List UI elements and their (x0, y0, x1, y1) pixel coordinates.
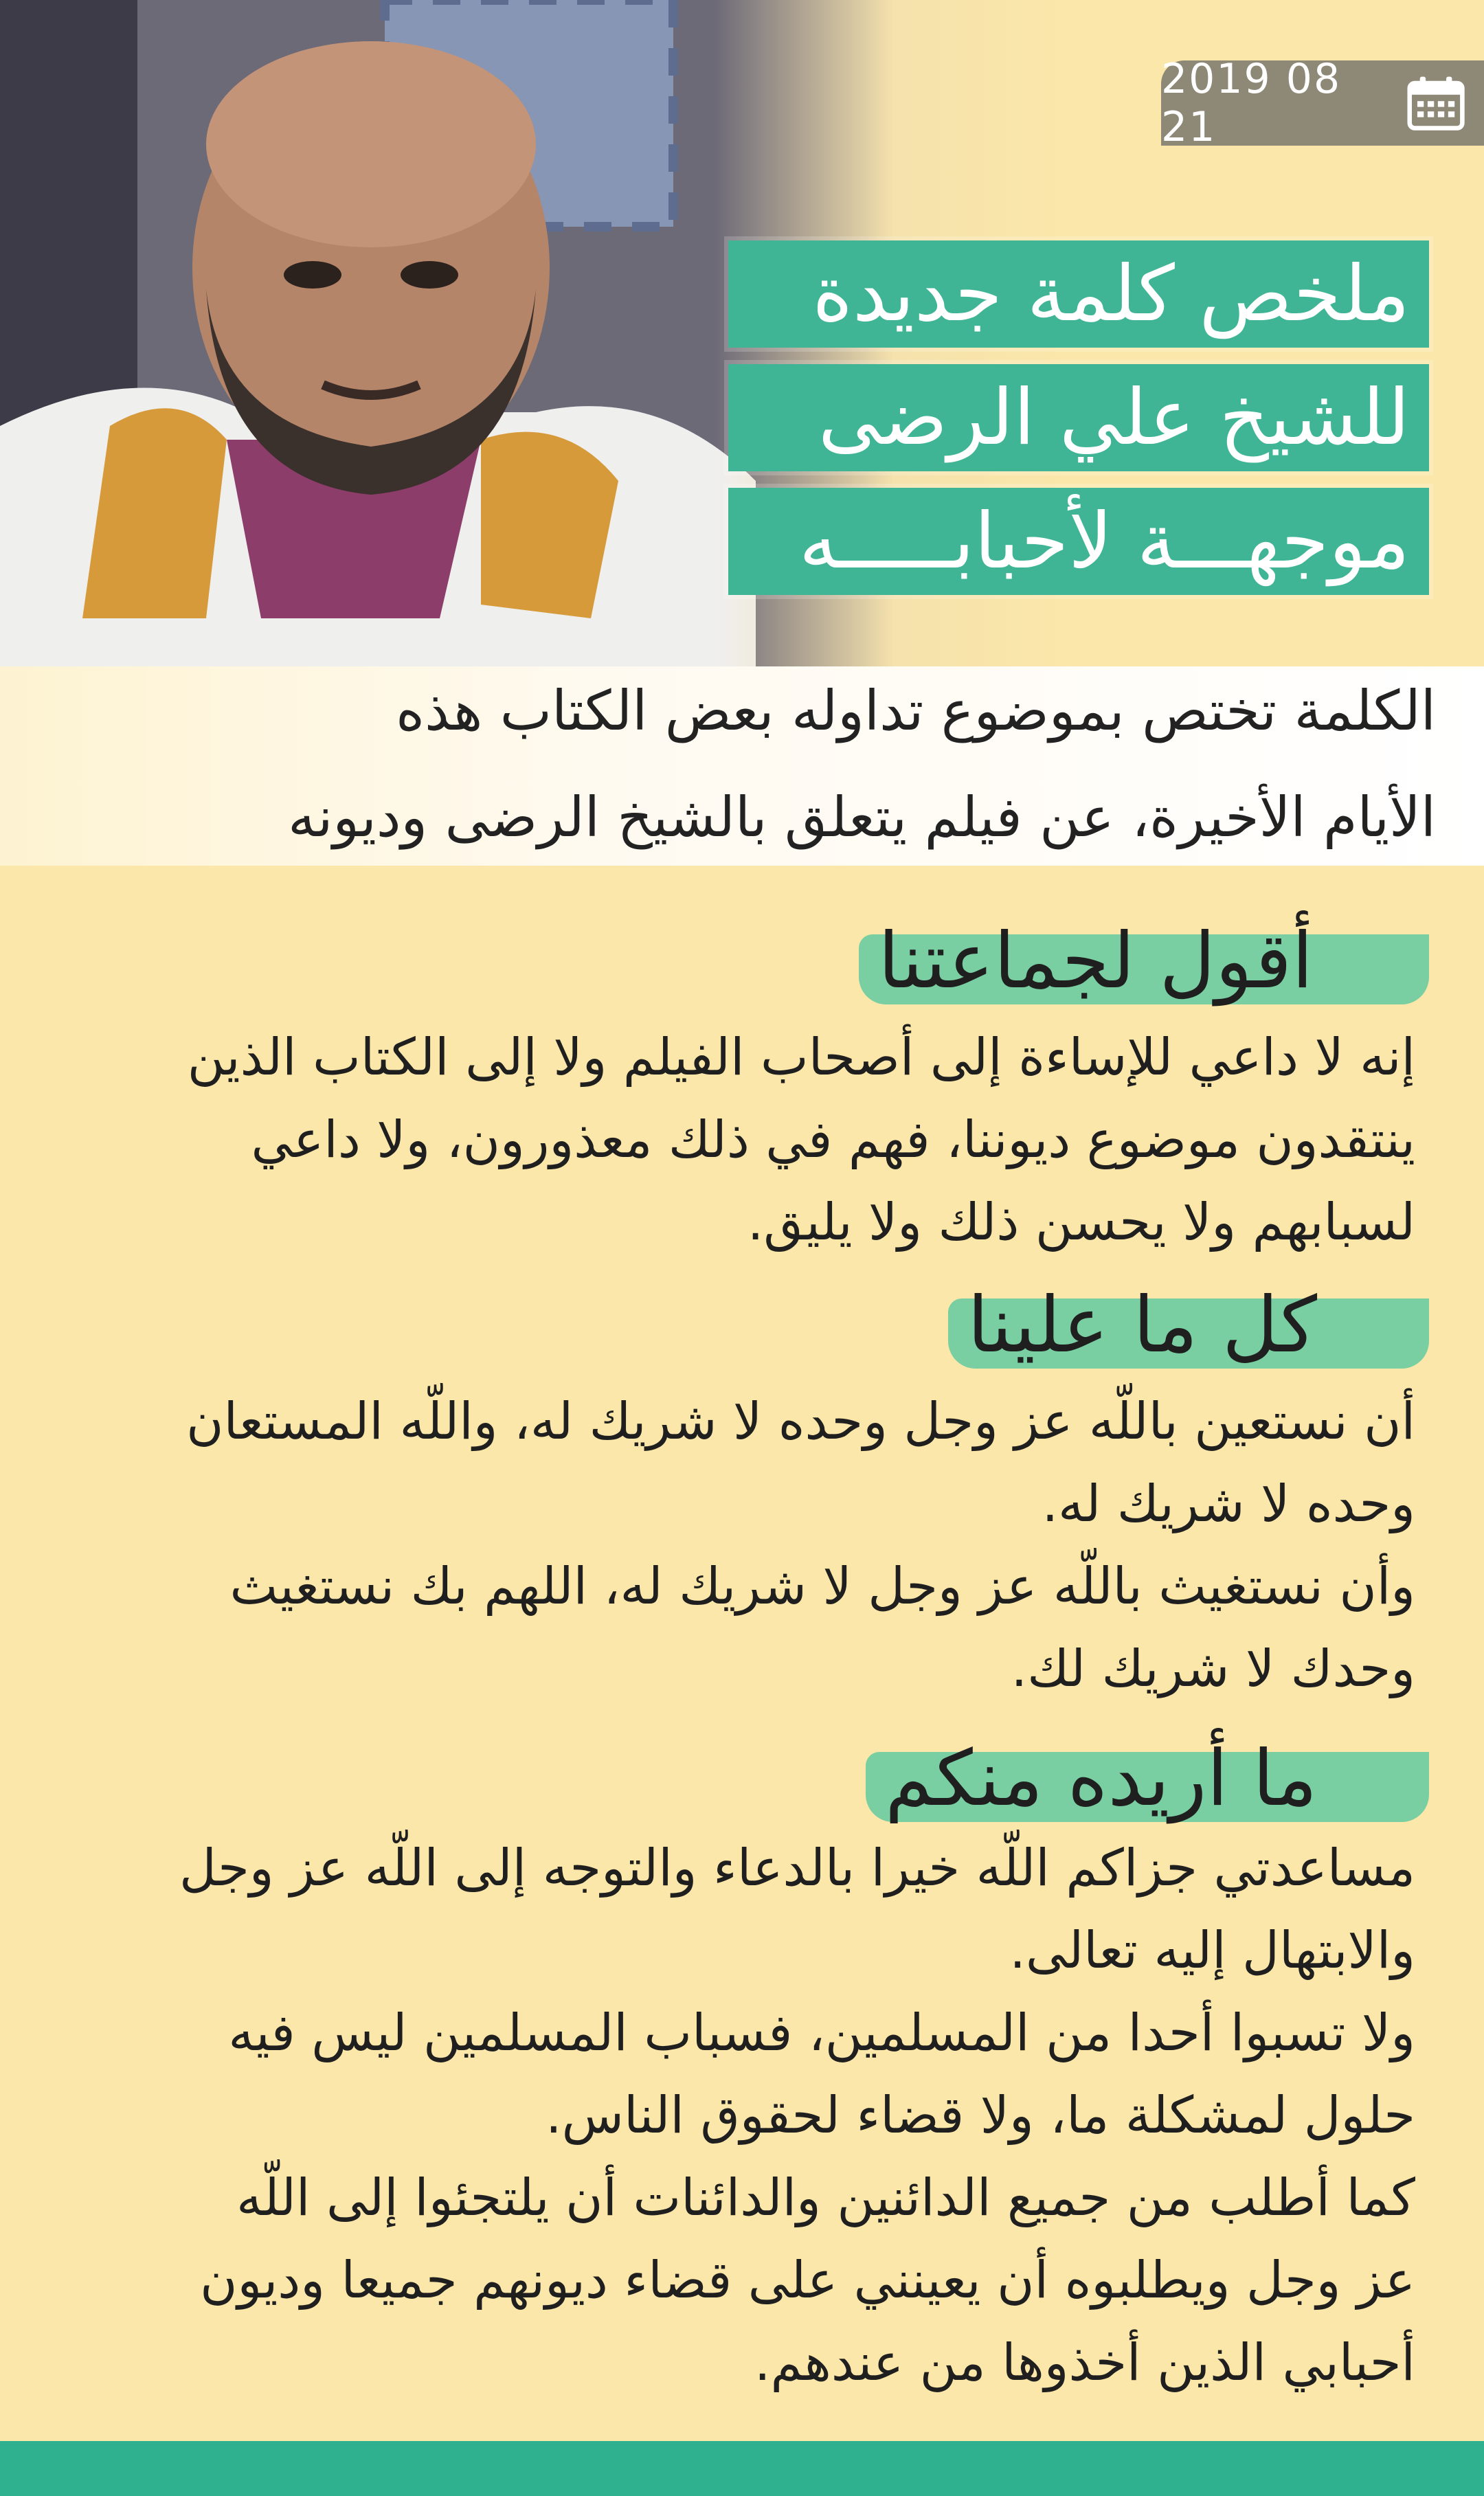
section-1-line-3: لسبابهم ولا يحسن ذلك ولا يليق. (747, 1193, 1415, 1252)
section-2-line-4: وحدك لا شريك لك. (1011, 1639, 1415, 1698)
date-text: 2019 08 21 (1161, 55, 1342, 151)
intro-line-1: الكلمة تختص بموضوع تداوله بعض الكتاب هذه (396, 679, 1436, 743)
title-line-3: موجهـــة لأحبابـــــه (728, 488, 1429, 595)
section-heading-3-text: ما أريده منكم (885, 1734, 1318, 1823)
section-3-line-2: والابتهال إليه تعالى. (1009, 1921, 1415, 1980)
section-3-line-5: كما أطلب من جميع الدائنين والدائنات أن يلتجئوا إلى اللّه (236, 2168, 1415, 2227)
intro-line-2: الأيام الأخيرة، عن فيلم يتعلق بالشيخ الرضى وديونه (288, 785, 1436, 849)
title-line-1: ملخص كلمة جديدة (728, 240, 1429, 348)
section-3-line-1: مساعدتي جزاكم اللّه خيرا بالدعاء والتوجه إلى اللّه عز وجل (179, 1839, 1415, 1898)
title-line-2: للشيخ علي الرضى (728, 364, 1429, 471)
section-2-line-3: وأن نستغيث باللّه عز وجل لا شريك له، اللهم بك نستغيث (229, 1557, 1415, 1616)
section-1-line-1: إنه لا داعي للإساءة إلى أصحاب الفيلم ولا إلى الكتاب الذين (187, 1028, 1415, 1087)
date-badge (1161, 55, 1484, 151)
section-heading-2 (948, 1281, 1429, 1370)
section-heading-1-text: أقول لجماعتنا (878, 917, 1314, 1006)
section-3-line-6: عز وجل ويطلبوه أن يعينني على قضاء ديونهم جميعا وديون (200, 2251, 1415, 2310)
section-3-line-7: أحبابي الذين أخذوها من عندهم. (754, 2333, 1415, 2392)
section-3-line-3: ولا تسبوا أحدا من المسلمين، فسباب المسلمين ليس فيه (228, 2003, 1415, 2062)
hero-banner (0, 0, 1484, 666)
section-2-line-2: وحده لا شريك له. (1042, 1474, 1415, 1533)
calendar-icon (1407, 74, 1465, 133)
section-heading-1 (859, 917, 1429, 1006)
section-2-line-1: أن نستعين باللّه عز وجل وحده لا شريك له، واللّه المستعان (186, 1392, 1415, 1451)
section-3-line-4: حلول لمشكلة ما، ولا قضاء لحقوق الناس. (546, 2086, 1415, 2145)
section-heading-3 (866, 1734, 1429, 1823)
section-heading-2-text: كل ما علينا (967, 1281, 1318, 1370)
footer-bar (0, 2441, 1484, 2496)
section-1-line-2: ينتقدون موضوع ديوننا، فهم في ذلك معذورون، ولا داعي (251, 1110, 1415, 1169)
